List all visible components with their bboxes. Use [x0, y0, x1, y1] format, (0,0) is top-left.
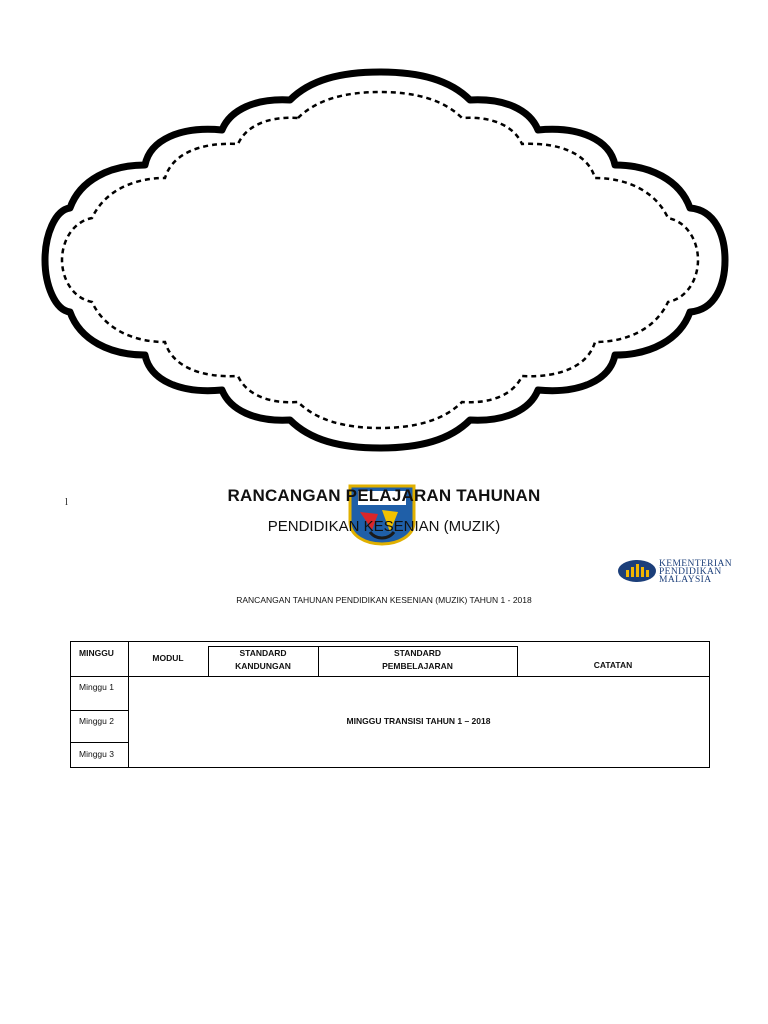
header-sp-line2: PEMBELAJARAN: [382, 661, 453, 671]
decorative-frame: [40, 60, 730, 460]
page-subtitle: PENDIDIKAN KESENIAN (MUZIK): [267, 518, 501, 535]
header-catatan: CATATAN: [593, 660, 633, 670]
header-sk-line2: KANDUNGAN: [235, 661, 291, 671]
header-modul: MODUL: [152, 653, 184, 663]
ministry-line-1: KEMENTERIAN: [659, 559, 733, 569]
header-divider: [71, 676, 709, 677]
stray-mark: l: [65, 496, 69, 508]
ministry-line-3: MALAYSIA: [659, 575, 712, 585]
row-label-minggu-3: Minggu 3: [79, 749, 114, 759]
row-label-minggu-2: Minggu 2: [79, 716, 114, 726]
plan-table: [70, 641, 710, 768]
row-divider-1: [71, 710, 128, 711]
page-title: RANCANGAN PELAJARAN TAHUNAN: [227, 486, 541, 505]
row-label-minggu-1: Minggu 1: [79, 682, 114, 692]
row-divider-2: [71, 742, 128, 743]
ministry-logo: [617, 558, 743, 586]
header-sk-line1: STANDARD: [239, 648, 287, 658]
header-minggu: MINGGU: [79, 648, 114, 658]
document-heading: RANCANGAN TAHUNAN PENDIDIKAN KESENIAN (MUZIK) TAHUN 1 - 2018: [236, 595, 532, 605]
header-standard-pembelajaran: [318, 647, 517, 673]
header-sp-line1: STANDARD: [393, 648, 442, 658]
merged-transition-cell: MINGGU TRANSISI TAHUN 1 – 2018: [346, 716, 491, 726]
ministry-emblem-icon: [617, 558, 659, 584]
header-standard-kandungan: [208, 647, 318, 673]
ministry-line-2: PENDIDIKAN: [659, 567, 722, 577]
frame-outline: [45, 72, 725, 448]
